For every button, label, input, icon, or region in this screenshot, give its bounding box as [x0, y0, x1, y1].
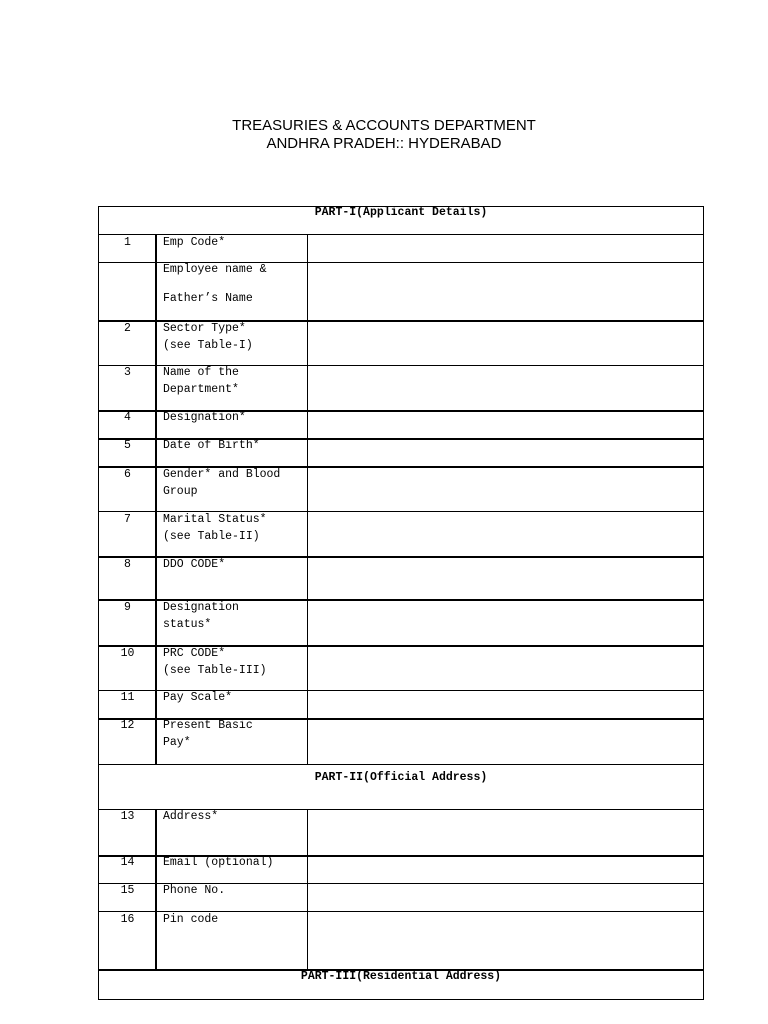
- row-number: 14: [120, 856, 135, 869]
- row-number: 8: [124, 558, 131, 571]
- field-label-designation: Designation*: [163, 411, 246, 424]
- field-label-pin-code: Pin code: [163, 913, 219, 926]
- part-iii-heading: PART-III(Residential Address): [300, 970, 502, 983]
- field-label-emp-code: Emp Code*: [163, 236, 226, 249]
- row-number: 4: [124, 411, 131, 424]
- field-label-email: Email (optional): [163, 856, 274, 869]
- part-ii-heading: PART-II(Official Address): [314, 771, 488, 784]
- row-number: 12: [120, 719, 135, 732]
- row-number: 13: [120, 810, 135, 823]
- column-divider: [307, 234, 308, 765]
- field-label-date-of-birth: Date of Birth*: [163, 439, 260, 452]
- row-number: 10: [120, 647, 135, 660]
- column-divider: [155, 234, 157, 765]
- field-label-address: Address*: [163, 810, 219, 823]
- field-label-gender-blood-group: Gender* and Blood Group: [163, 468, 281, 498]
- row-number: 2: [124, 322, 131, 335]
- field-label-prc-code: PRC CODE* (see Table-III): [163, 647, 267, 677]
- row-number: 5: [124, 439, 131, 452]
- field-label-designation-status: Designation status*: [163, 601, 239, 631]
- column-divider: [307, 809, 308, 970]
- row-number: 9: [124, 601, 131, 614]
- department-title: TREASURIES & ACCOUNTS DEPARTMENT: [232, 117, 536, 134]
- field-label-department: Name of the Department*: [163, 366, 239, 396]
- field-label-phone: Phone No.: [163, 884, 226, 897]
- field-label-marital-status: Marital Status* (see Table-II): [163, 513, 267, 543]
- row-number: 15: [120, 884, 135, 897]
- row-number: 1: [124, 236, 131, 249]
- row-divider: [98, 764, 704, 765]
- department-location: ANDHRA PRADEH:: HYDERABAD: [266, 135, 502, 152]
- column-divider: [155, 809, 157, 970]
- part-i-heading: PART-I(Applicant Details): [314, 206, 488, 219]
- row-number: 7: [124, 513, 131, 526]
- field-label-pay-scale: Pay Scale*: [163, 691, 233, 704]
- field-label-ddo-code: DDO CODE*: [163, 558, 226, 571]
- field-label-employee-name: Employee name & Father’s Name: [163, 263, 267, 305]
- row-number: 6: [124, 468, 131, 481]
- row-number: 16: [120, 913, 135, 926]
- row-number: 3: [124, 366, 131, 379]
- row-number: 11: [120, 691, 135, 704]
- field-label-present-basic-pay: Present Basic Pay*: [163, 719, 253, 749]
- field-label-sector-type: Sector Type* (see Table-I): [163, 322, 253, 352]
